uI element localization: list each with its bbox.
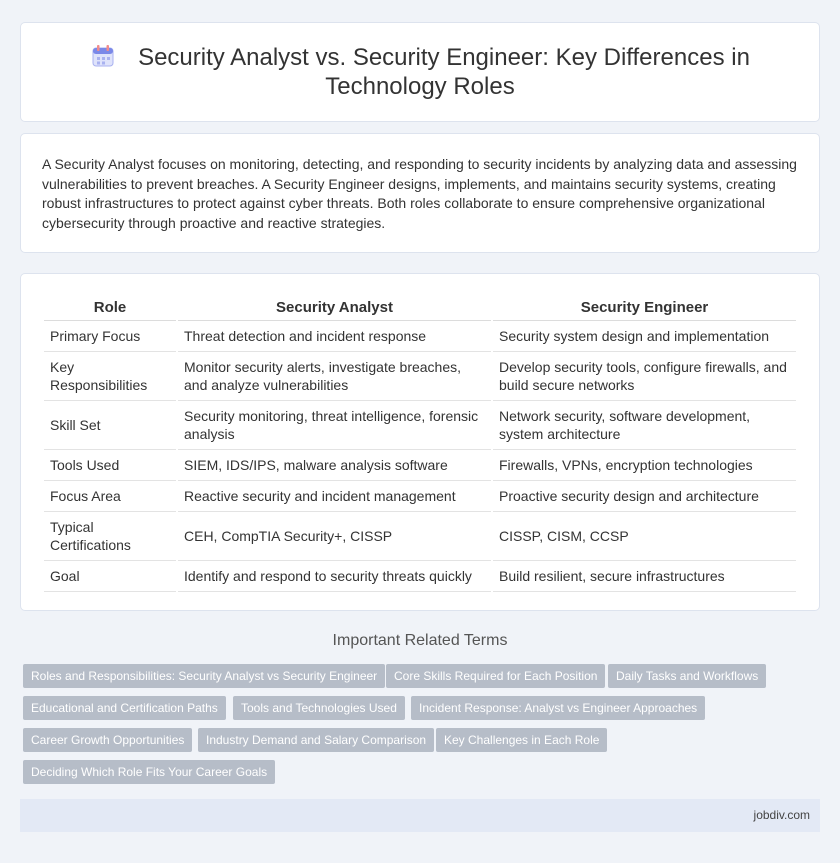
analyst-cell: Monitor security alerts, investigate breaches, and analyze vulnerabilities — [178, 352, 491, 401]
header-analyst: Security Analyst — [178, 294, 491, 321]
tag-link[interactable]: Career Growth Opportunities — [23, 728, 192, 752]
table-row — [44, 401, 796, 450]
engineer-cell: Proactive security design and architecture — [493, 481, 796, 512]
intro-card — [20, 133, 820, 253]
comparison-table — [42, 294, 798, 592]
table-row — [44, 450, 796, 481]
tag-link[interactable]: Core Skills Required for Each Position — [386, 664, 605, 688]
row-label: Primary Focus — [44, 321, 176, 352]
analyst-cell: Security monitoring, threat intelligence, forensic analysis — [178, 401, 491, 450]
row-label: Key Responsibilities — [44, 352, 176, 401]
related-terms-title: Important Related Terms — [332, 632, 508, 649]
header-card — [20, 22, 820, 122]
analyst-cell: SIEM, IDS/IPS, malware analysis software — [178, 450, 491, 481]
header-engineer: Security Engineer — [493, 294, 796, 321]
intro-paragraph: A Security Analyst focuses on monitoring, detecting, and responding to security incidents by analyzing data and assessing vulnerabilities to prevent breaches. A Security Engineer designs, implements, and maintains security systems, creating robust infrastructures to protect against cyber threats. Both roles collaborate to ensure comprehensive organizational cybersecurity through proactive and reactive strategies. — [42, 156, 797, 231]
comparison-card — [20, 273, 820, 611]
tag-link[interactable]: Key Challenges in Each Role — [436, 728, 607, 752]
row-label: Tools Used — [44, 450, 176, 481]
header-role: Role — [44, 294, 176, 321]
engineer-cell: Firewalls, VPNs, encryption technologies — [493, 450, 796, 481]
row-label: Typical Certifications — [44, 512, 176, 561]
engineer-cell: CISSP, CISM, CCSP — [493, 512, 796, 561]
calendar-icon — [90, 43, 116, 69]
engineer-cell: Build resilient, secure infrastructures — [493, 561, 796, 592]
table-header-row — [44, 294, 796, 321]
tag-link[interactable]: Deciding Which Role Fits Your Career Goals — [23, 760, 275, 784]
analyst-cell: CEH, CompTIA Security+, CISSP — [178, 512, 491, 561]
table-row — [44, 321, 796, 352]
tag-link[interactable]: Industry Demand and Salary Comparison — [198, 728, 434, 752]
table-row — [44, 352, 796, 401]
tag-link[interactable]: Educational and Certification Paths — [23, 696, 226, 720]
engineer-cell: Develop security tools, configure firewalls, and build secure networks — [493, 352, 796, 401]
analyst-cell: Threat detection and incident response — [178, 321, 491, 352]
tag-link[interactable]: Incident Response: Analyst vs Engineer Approaches — [411, 696, 705, 720]
footer — [20, 799, 820, 832]
analyst-cell: Identify and respond to security threats quickly — [178, 561, 491, 592]
tag-link[interactable]: Tools and Technologies Used — [233, 696, 405, 720]
page-title-text: Security Analyst vs. Security Engineer: Key Differences in Technology Roles — [138, 44, 750, 100]
tag-link[interactable]: Roles and Responsibilities: Security Analyst vs Security Engineer — [23, 664, 385, 688]
row-label: Skill Set — [44, 401, 176, 450]
engineer-cell: Security system design and implementation — [493, 321, 796, 352]
table-row — [44, 481, 796, 512]
analyst-cell: Reactive security and incident management — [178, 481, 491, 512]
table-row — [44, 512, 796, 561]
row-label: Goal — [44, 561, 176, 592]
tag-link[interactable]: Daily Tasks and Workflows — [608, 664, 766, 688]
engineer-cell: Network security, software development, system architecture — [493, 401, 796, 450]
table-row — [44, 561, 796, 592]
footer-site-link[interactable]: jobdiv.com — [753, 808, 810, 822]
row-label: Focus Area — [44, 481, 176, 512]
page-title — [21, 43, 819, 101]
